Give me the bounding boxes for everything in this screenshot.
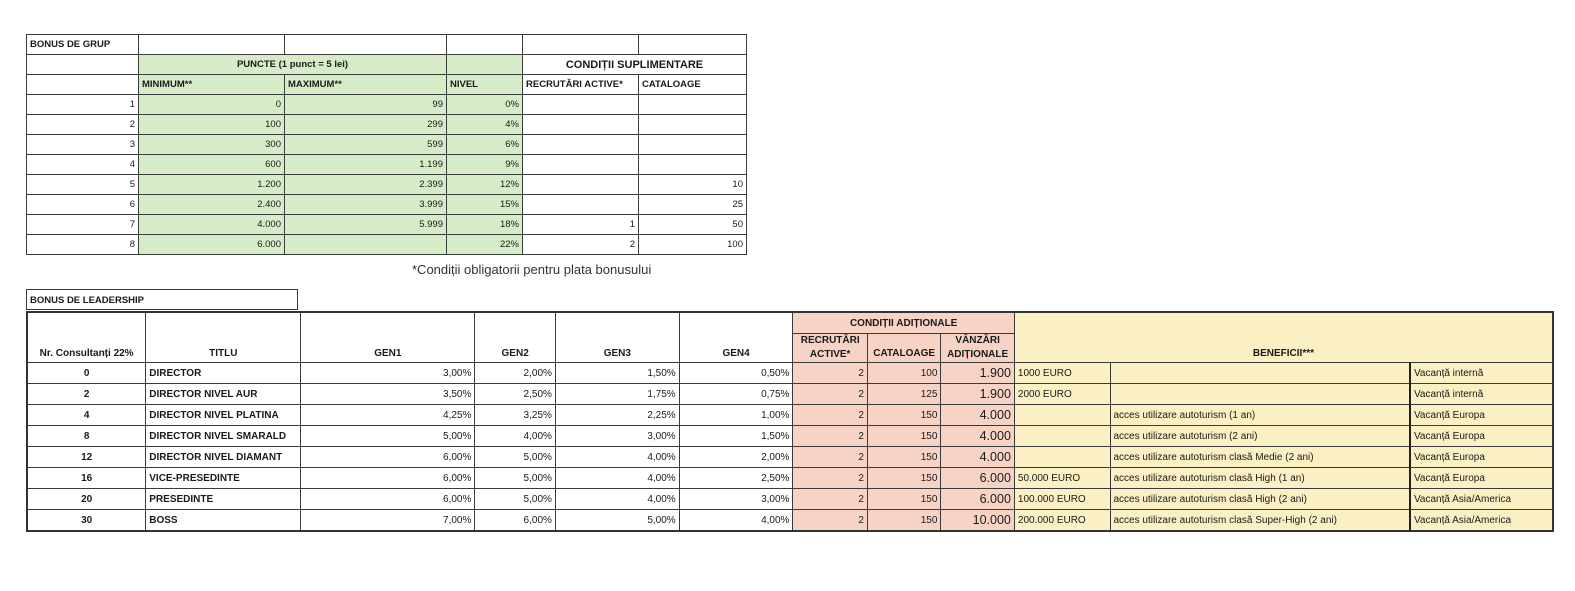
row-index: 3 [27, 135, 139, 155]
catalogs-count [639, 115, 747, 135]
gen1-percent: 6,00% [301, 468, 475, 489]
leadership-row [27, 468, 1553, 489]
gen4-percent: 1,00% [679, 405, 793, 426]
gen4-percent: 3,00% [679, 489, 793, 510]
catalogs-count: 100 [867, 363, 940, 384]
catalogs-count: 125 [867, 384, 940, 405]
extra-conditions-header: CONDIȚII SUPLIMENTARE [523, 55, 747, 75]
gen3-percent: 2,25% [555, 405, 679, 426]
consultants-count: 8 [27, 426, 146, 447]
row-index: 1 [27, 95, 139, 115]
gen2-percent: 2,00% [475, 363, 556, 384]
leadership-title: DIRECTOR NIVEL PLATINA [146, 405, 301, 426]
min-points: 0 [139, 95, 285, 115]
active-recruits [523, 135, 639, 155]
leadership-bonus-title: BONUS DE LEADERSHIP [26, 289, 298, 310]
max-points: 99 [285, 95, 447, 115]
leadership-title: DIRECTOR NIVEL AUR [146, 384, 301, 405]
level-percent: 12% [447, 175, 523, 195]
catalogs-count [639, 135, 747, 155]
min-points: 1.200 [139, 175, 285, 195]
max-points: 1.199 [285, 155, 447, 175]
col-catalogs: CATALOAGE [639, 75, 747, 95]
leadership-row [27, 405, 1553, 426]
additional-sales: 4.000 [941, 405, 1015, 426]
consultants-count: 12 [27, 447, 146, 468]
vacation-benefit: Vacanță Europa [1410, 405, 1553, 426]
gen3-percent: 1,75% [555, 384, 679, 405]
max-points: 2.399 [285, 175, 447, 195]
gen2-percent: 3,25% [475, 405, 556, 426]
gen3-percent: 4,00% [555, 468, 679, 489]
active-recruits: 2 [793, 405, 867, 426]
cash-benefit [1014, 426, 1110, 447]
catalogs-count [639, 155, 747, 175]
col-title: TITLU [146, 312, 301, 363]
cash-benefit: 200.000 EURO [1014, 510, 1110, 532]
catalogs-count: 150 [867, 426, 940, 447]
cash-benefit: 1000 EURO [1014, 363, 1110, 384]
level-percent: 0% [447, 95, 523, 115]
col-max: MAXIMUM** [285, 75, 447, 95]
gen3-percent: 1,50% [555, 363, 679, 384]
col-level: NIVEL [447, 75, 523, 95]
min-points: 4.000 [139, 215, 285, 235]
gen1-percent: 4,25% [301, 405, 475, 426]
level-percent: 18% [447, 215, 523, 235]
consultants-count: 30 [27, 510, 146, 532]
consultants-count: 2 [27, 384, 146, 405]
max-points: 3.999 [285, 195, 447, 215]
active-recruits [523, 195, 639, 215]
col-gen1: GEN1 [301, 312, 475, 363]
gen1-percent: 3,50% [301, 384, 475, 405]
group-bonus-title: BONUS DE GRUP [27, 35, 139, 55]
active-recruits [523, 175, 639, 195]
gen3-percent: 3,00% [555, 426, 679, 447]
group-bonus-row [27, 95, 747, 115]
leadership-title: DIRECTOR NIVEL DIAMANT [146, 447, 301, 468]
additional-sales: 1.900 [941, 363, 1015, 384]
vacation-benefit: Vacanță Europa [1410, 447, 1553, 468]
additional-sales: 6.000 [941, 468, 1015, 489]
active-recruits: 2 [523, 235, 639, 255]
catalogs-count: 50 [639, 215, 747, 235]
points-header: PUNCTE (1 punct = 5 lei) [139, 55, 447, 75]
gen1-percent: 6,00% [301, 447, 475, 468]
gen3-percent: 4,00% [555, 489, 679, 510]
gen2-percent: 6,00% [475, 510, 556, 532]
vacation-benefit: Vacanță internă [1410, 363, 1553, 384]
active-recruits: 2 [793, 447, 867, 468]
car-benefit [1110, 363, 1410, 384]
group-bonus-row [27, 235, 747, 255]
gen2-percent: 5,00% [475, 489, 556, 510]
catalogs-count: 150 [867, 447, 940, 468]
catalogs-count: 150 [867, 510, 940, 532]
gen1-percent: 6,00% [301, 489, 475, 510]
leadership-row [27, 510, 1553, 532]
leadership-row [27, 384, 1553, 405]
group-bonus-row [27, 195, 747, 215]
leadership-title: DIRECTOR [146, 363, 301, 384]
active-recruits: 2 [793, 489, 867, 510]
mandatory-conditions-note: *Condiții obligatorii pentru plata bonusului [412, 262, 652, 277]
consultants-count: 4 [27, 405, 146, 426]
group-bonus-row [27, 115, 747, 135]
car-benefit [1110, 384, 1410, 405]
vacation-benefit: Vacanță Asia/America [1410, 510, 1553, 532]
min-points: 600 [139, 155, 285, 175]
gen3-percent: 5,00% [555, 510, 679, 532]
leadership-title: PRESEDINTE [146, 489, 301, 510]
max-points [285, 235, 447, 255]
consultants-count: 16 [27, 468, 146, 489]
active-recruits: 1 [523, 215, 639, 235]
catalogs-count: 150 [867, 468, 940, 489]
min-points: 2.400 [139, 195, 285, 215]
gen2-percent: 5,00% [475, 447, 556, 468]
leadership-row [27, 363, 1553, 384]
active-recruits: 2 [793, 468, 867, 489]
col-consultants: Nr. Consultanți 22% [27, 312, 146, 363]
group-bonus-row [27, 155, 747, 175]
row-index: 6 [27, 195, 139, 215]
gen4-percent: 0,75% [679, 384, 793, 405]
group-bonus-table [26, 34, 747, 255]
consultants-count: 20 [27, 489, 146, 510]
level-percent: 22% [447, 235, 523, 255]
car-benefit: acces utilizare autoturism clasă High (1 an) [1110, 468, 1410, 489]
active-recruits: 2 [793, 384, 867, 405]
leadership-row [27, 489, 1553, 510]
cash-benefit [1014, 405, 1110, 426]
col-benefits: BENEFICII*** [1014, 312, 1553, 363]
gen4-percent: 2,00% [679, 447, 793, 468]
conditions-header: CONDIȚII ADIȚIONALE [793, 312, 1014, 334]
min-points: 100 [139, 115, 285, 135]
gen2-percent: 4,00% [475, 426, 556, 447]
leadership-title: DIRECTOR NIVEL SMARALD [146, 426, 301, 447]
row-index: 4 [27, 155, 139, 175]
gen4-percent: 0,50% [679, 363, 793, 384]
max-points: 5.999 [285, 215, 447, 235]
vacation-benefit: Vacanță Europa [1410, 468, 1553, 489]
vacation-benefit: Vacanță Europa [1410, 426, 1553, 447]
active-recruits: 2 [793, 510, 867, 532]
max-points: 299 [285, 115, 447, 135]
level-percent: 6% [447, 135, 523, 155]
cash-benefit: 2000 EURO [1014, 384, 1110, 405]
active-recruits [523, 95, 639, 115]
gen1-percent: 7,00% [301, 510, 475, 532]
gen4-percent: 2,50% [679, 468, 793, 489]
car-benefit: acces utilizare autoturism clasă Super-High (2 ani) [1110, 510, 1410, 532]
group-bonus-row [27, 215, 747, 235]
row-index: 8 [27, 235, 139, 255]
consultants-count: 0 [27, 363, 146, 384]
catalogs-count: 10 [639, 175, 747, 195]
leadership-title: BOSS [146, 510, 301, 532]
row-index: 2 [27, 115, 139, 135]
col-min: MINIMUM** [139, 75, 285, 95]
group-bonus-row [27, 175, 747, 195]
leadership-row [27, 447, 1553, 468]
col-additional-sales: VÂNZĂRI ADIȚIONALE [941, 334, 1015, 363]
row-index: 7 [27, 215, 139, 235]
additional-sales: 4.000 [941, 447, 1015, 468]
additional-sales: 10.000 [941, 510, 1015, 532]
leadership-row [27, 426, 1553, 447]
cash-benefit: 100.000 EURO [1014, 489, 1110, 510]
catalogs-count: 150 [867, 489, 940, 510]
active-recruits [523, 155, 639, 175]
gen2-percent: 2,50% [475, 384, 556, 405]
active-recruits: 2 [793, 426, 867, 447]
gen3-percent: 4,00% [555, 447, 679, 468]
min-points: 6.000 [139, 235, 285, 255]
active-recruits: 2 [793, 363, 867, 384]
additional-sales: 1.900 [941, 384, 1015, 405]
gen2-percent: 5,00% [475, 468, 556, 489]
gen1-percent: 3,00% [301, 363, 475, 384]
gen4-percent: 4,00% [679, 510, 793, 532]
col-recruits: RECRUTĂRI ACTIVE* [523, 75, 639, 95]
car-benefit: acces utilizare autoturism (2 ani) [1110, 426, 1410, 447]
col-gen2: GEN2 [475, 312, 556, 363]
vacation-benefit: Vacanță internă [1410, 384, 1553, 405]
car-benefit: acces utilizare autoturism (1 an) [1110, 405, 1410, 426]
col-recruits-active: RECRUTĂRI ACTIVE* [793, 334, 867, 363]
col-gen4: GEN4 [679, 312, 793, 363]
cash-benefit [1014, 447, 1110, 468]
cash-benefit: 50.000 EURO [1014, 468, 1110, 489]
group-bonus-row [27, 135, 747, 155]
car-benefit: acces utilizare autoturism clasă Medie (2 ani) [1110, 447, 1410, 468]
leadership-title: VICE-PRESEDINTE [146, 468, 301, 489]
catalogs-count: 150 [867, 405, 940, 426]
col-catalogs: CATALOAGE [867, 334, 940, 363]
row-index: 5 [27, 175, 139, 195]
min-points: 300 [139, 135, 285, 155]
active-recruits [523, 115, 639, 135]
gen4-percent: 1,50% [679, 426, 793, 447]
col-gen3: GEN3 [555, 312, 679, 363]
additional-sales: 6.000 [941, 489, 1015, 510]
level-percent: 15% [447, 195, 523, 215]
catalogs-count: 100 [639, 235, 747, 255]
level-percent: 4% [447, 115, 523, 135]
gen1-percent: 5,00% [301, 426, 475, 447]
level-percent: 9% [447, 155, 523, 175]
catalogs-count: 25 [639, 195, 747, 215]
vacation-benefit: Vacanță Asia/America [1410, 489, 1553, 510]
leadership-bonus-table [26, 311, 1554, 532]
car-benefit: acces utilizare autoturism clasă High (2 ani) [1110, 489, 1410, 510]
additional-sales: 4.000 [941, 426, 1015, 447]
catalogs-count [639, 95, 747, 115]
max-points: 599 [285, 135, 447, 155]
